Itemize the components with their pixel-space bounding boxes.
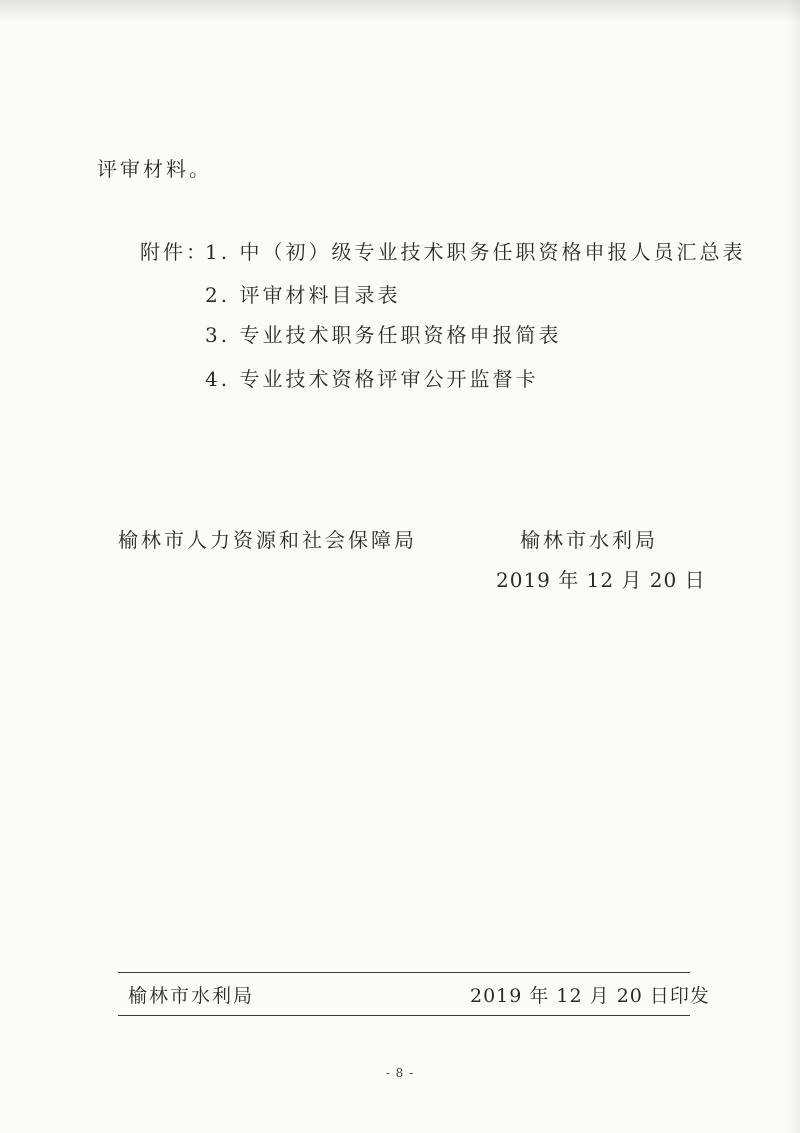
footer-issue-date: 2019 年 12 月 20 日印发 [470, 985, 710, 1007]
scan-shadow-right [786, 0, 800, 1133]
attachment-item-2: 2. 评审材料目录表 [205, 283, 401, 307]
footer-rule-bottom [118, 1015, 690, 1016]
attachment-item-4: 4. 专业技术资格评审公开监督卡 [205, 367, 539, 391]
scan-shadow-top [0, 0, 800, 22]
attachment-item-3: 3. 专业技术职务任职资格申报简表 [205, 323, 562, 347]
attachments-label: 附件： [140, 240, 209, 264]
issuer-hr-bureau: 榆林市人力资源和社会保障局 [118, 528, 417, 552]
footer-rule-top [118, 972, 690, 973]
signature-date: 2019 年 12 月 20 日 [496, 568, 706, 592]
continued-paragraph: 评审材料。 [97, 157, 212, 181]
attachment-item-1: 1. 中（初）级专业技术职务任职资格申报人员汇总表 [205, 240, 746, 264]
issuer-water-bureau: 榆林市水利局 [520, 528, 658, 552]
page-number: - 8 - [385, 1066, 415, 1080]
footer-issuer: 榆林市水利局 [128, 985, 255, 1007]
